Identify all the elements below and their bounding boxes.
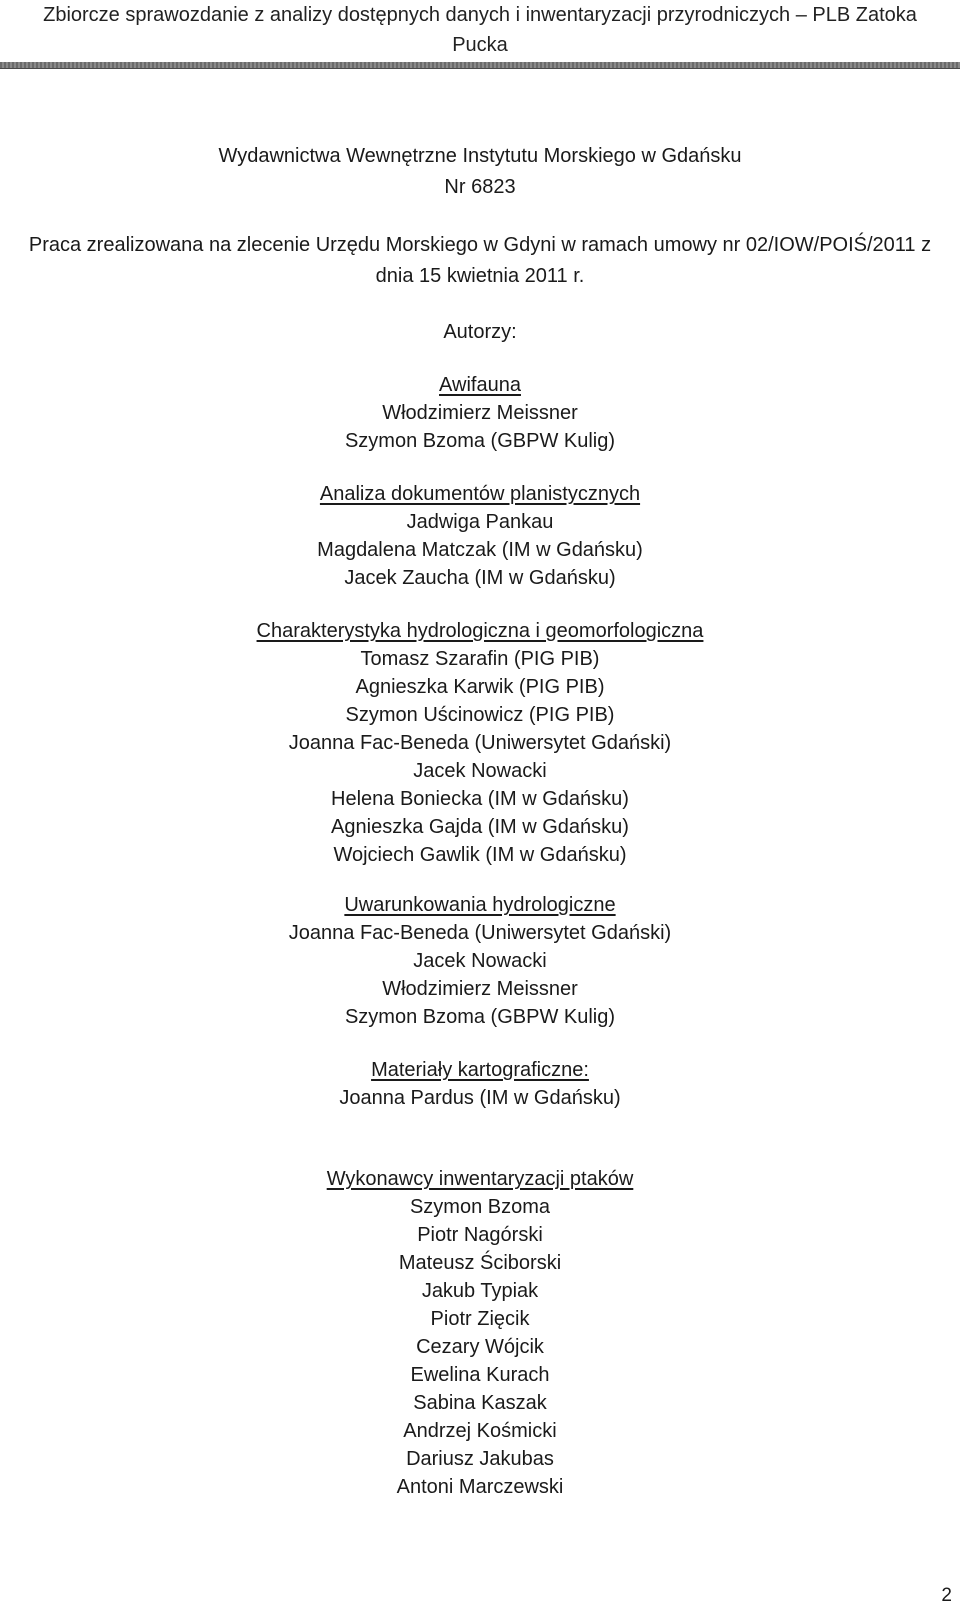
section-title: Awifauna (439, 374, 521, 396)
author-name: Szymon Bzoma (GBPW Kulig) (344, 430, 616, 452)
authors-heading-block (0, 318, 960, 346)
author-name: Joanna Pardus (IM w Gdańsku) (339, 1087, 621, 1109)
publication-number: Nr 6823 (444, 176, 516, 198)
author-name: Mateusz Ściborski (398, 1252, 562, 1274)
author-name: Szymon Bzoma (GBPW Kulig) (344, 1006, 616, 1028)
author-name: Jacek Nowacki (413, 950, 547, 972)
section-cartographic-materials (0, 1056, 960, 1112)
section-title: Charakterystyka hydrologiczna i geomorfologiczna (256, 620, 704, 642)
author-name: Sabina Kaszak (413, 1392, 547, 1414)
author-name: Jacek Zaucha (IM w Gdańsku) (344, 567, 616, 589)
header-title-line-2: Pucka (452, 34, 508, 56)
section-hydrological-conditions (0, 891, 960, 1031)
header-title-line-1: Zbiorcze sprawozdanie z analizy dostępnych danych i inwentaryzacji przyrodniczych – PLB Zatoka (43, 4, 917, 26)
author-name: Antoni Marczewski (396, 1476, 564, 1498)
author-name: Jacek Nowacki (413, 760, 547, 782)
authors-heading: Autorzy: (443, 321, 517, 343)
author-name: Włodzimierz Meissner (382, 402, 578, 424)
author-name: Joanna Fac-Beneda (Uniwersytet Gdański) (288, 922, 672, 944)
running-header (0, 0, 960, 60)
section-awifauna (0, 371, 960, 455)
author-name: Cezary Wójcik (416, 1336, 544, 1358)
header-rule (0, 62, 960, 69)
contract-info (0, 230, 960, 292)
contract-line-2: dnia 15 kwietnia 2011 r. (375, 265, 585, 287)
publication-info (0, 141, 960, 203)
author-name: Magdalena Matczak (IM w Gdańsku) (317, 539, 643, 561)
author-name: Andrzej Kośmicki (403, 1420, 557, 1442)
author-name: Wojciech Gawlik (IM w Gdańsku) (333, 844, 627, 866)
author-name: Ewelina Kurach (410, 1364, 550, 1386)
author-name: Szymon Bzoma (409, 1196, 551, 1218)
section-planning-documents (0, 480, 960, 592)
author-name: Jakub Typiak (421, 1280, 539, 1302)
section-title: Uwarunkowania hydrologiczne (344, 894, 616, 916)
section-bird-inventory (0, 1165, 960, 1501)
author-name: Agnieszka Gajda (IM w Gdańsku) (331, 816, 629, 838)
section-hydro-geomorphology (0, 617, 960, 869)
page-number: 2 (941, 1585, 952, 1606)
author-name: Helena Boniecka (IM w Gdańsku) (331, 788, 629, 810)
section-title: Materiały kartograficzne: (371, 1059, 589, 1081)
author-name: Piotr Zięcik (430, 1308, 530, 1330)
author-name: Jadwiga Pankau (406, 511, 554, 533)
section-title: Wykonawcy inwentaryzacji ptaków (326, 1168, 634, 1190)
author-name: Agnieszka Karwik (PIG PIB) (355, 676, 605, 698)
author-name: Włodzimierz Meissner (382, 978, 578, 1000)
section-title: Analiza dokumentów planistycznych (319, 483, 641, 505)
author-name: Joanna Fac-Beneda (Uniwersytet Gdański) (288, 732, 672, 754)
author-name: Dariusz Jakubas (406, 1448, 554, 1470)
contract-line-1: Praca zrealizowana na zlecenie Urzędu Morskiego w Gdyni w ramach umowy nr 02/IOW/POIŚ/2011 z (28, 234, 932, 256)
author-name: Tomasz Szarafin (PIG PIB) (360, 648, 600, 670)
author-name: Piotr Nagórski (417, 1224, 543, 1246)
publisher-name: Wydawnictwa Wewnętrzne Instytutu Morskiego w Gdańsku (218, 145, 742, 167)
author-name: Szymon Uścinowicz (PIG PIB) (345, 704, 615, 726)
